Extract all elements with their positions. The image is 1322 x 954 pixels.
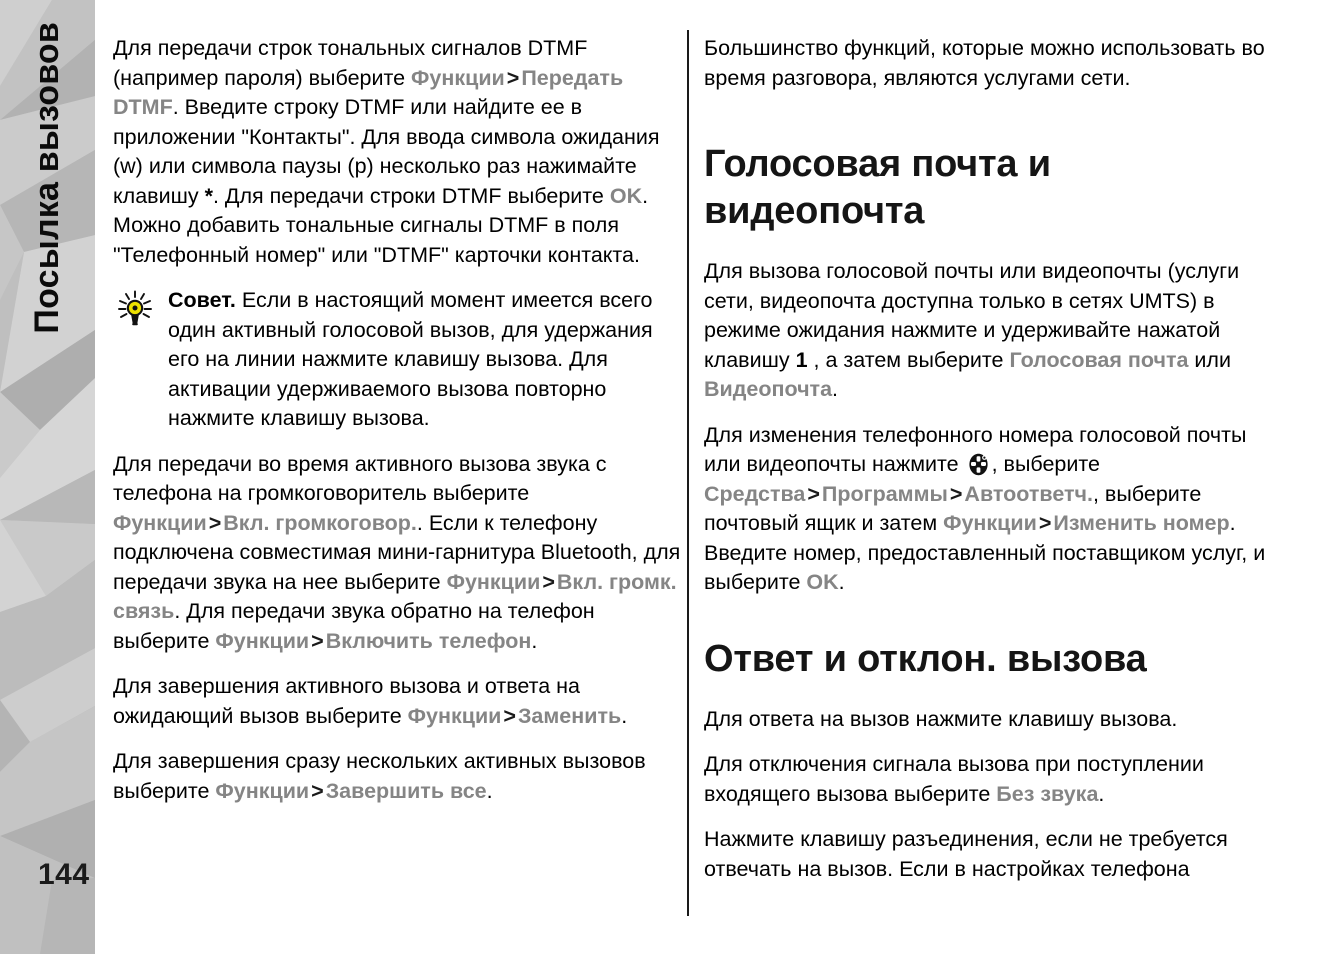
text-run: Для передачи строк тональных сигналов DTMF (например пароля) выберите — [113, 36, 588, 90]
ui-reference-replace: Заменить — [517, 703, 622, 728]
ui-reference-silence: Без звука — [996, 781, 1099, 806]
text-run: , выберите почтовый ящик и затем — [704, 481, 1202, 535]
lightbulb-icon — [115, 290, 155, 326]
ui-reference-applications: Программы — [821, 481, 948, 506]
tip-text — [168, 286, 685, 434]
ui-reference-voice-mailbox: Голосовая почта — [1009, 347, 1189, 372]
paragraph-silence-ringtone — [704, 750, 1276, 809]
text-run: Для изменения телефонного номера голосовой почты или видеопочты нажмите — [704, 422, 1247, 476]
text-run: . — [1098, 781, 1105, 806]
text-run: Для вызова голосовой почты или видеопочты (услуги сети, видеопочта доступна только в сетях UMTS) в режиме ожидания нажмите и удерживайте нажатой клавишу — [704, 259, 1240, 372]
text-run: Если в настоящий момент имеется всего один активный голосовой вызов, для удержания его на линии нажмите клавишу вызова. Для активации удерживаемого вызова повторно нажмите клавишу вызова. — [168, 288, 653, 430]
text-run: . — [486, 778, 493, 803]
menu-key-icon — [968, 453, 989, 476]
separator-gt: > — [807, 481, 820, 506]
ui-reference-functions: Функции — [446, 569, 541, 594]
text-run: . Введите номер, предоставленный поставщиком услуг, и выберите — [704, 511, 1266, 594]
ui-reference-functions: Функции — [215, 628, 310, 653]
paragraph-end-all-calls — [113, 747, 685, 806]
ui-reference-call-mailbox: Автоответч. — [964, 481, 1093, 506]
column-divider — [687, 30, 689, 916]
ui-reference-functions: Функции — [943, 511, 1037, 535]
separator-gt: > — [311, 628, 324, 653]
text-run: . Если к телефону подключена совместимая мини-гарнитура Bluetooth, для передачи звука на нее выберите — [113, 510, 681, 594]
text-run: . — [832, 377, 839, 401]
text-run: . — [531, 628, 538, 653]
ui-reference-functions: Функции — [411, 65, 505, 90]
text-run: . — [621, 703, 628, 728]
separator-gt: > — [208, 510, 222, 535]
text-run: . Можно добавить тональные сигналы DTMF в поля "Телефонный номер" или "DTMF" карточки контакта. — [113, 183, 649, 267]
chapter-sidebar — [0, 0, 95, 954]
ui-reference-activate-loudspeaker: Вкл. громкоговор. — [223, 510, 417, 535]
separator-gt: > — [506, 65, 520, 90]
tip-lead: Совет. — [168, 288, 236, 312]
ui-reference-ok: OK — [806, 570, 839, 594]
paragraph-replace — [113, 672, 685, 731]
ui-reference-end-all-calls: Завершить все — [325, 778, 487, 803]
text-run: Для отключения сигнала вызова при поступлении входящего вызова выберите — [704, 752, 1204, 806]
paragraph-change-mailbox-number — [704, 421, 1276, 598]
text-run: Для ответа на вызов нажмите клавишу вызова. — [704, 706, 1178, 731]
paragraph-dtmf — [113, 34, 685, 270]
ui-reference-tools: Средства — [704, 481, 806, 506]
separator-gt: > — [949, 481, 963, 506]
sidebar-polygon-pattern — [0, 0, 95, 954]
text-run: или — [1188, 347, 1231, 372]
text-run: Для завершения сразу нескольких активных вызовов выберите — [113, 749, 646, 803]
text-run: Для завершения активного вызова и ответа на ожидающий вызов выберите — [113, 674, 581, 728]
heading-voicemail: Голосовая почта и видеопочта — [704, 143, 1051, 232]
text-run: . Для передачи звука обратно на телефон выберите — [113, 599, 595, 653]
text-run: . Введите строку DTMF или найдите ее в приложении "Контакты". Для ввода символа ожидания (w) или символа паузы (p) несколько раз нажимайте клавишу — [113, 95, 660, 208]
text-run: , а затем выберите — [807, 347, 1010, 372]
text-run: Большинство функций, которые можно использовать во время разговора, являются услугами сети. — [704, 36, 1265, 90]
paragraph-answer-call — [704, 705, 1276, 735]
text-run: , выберите — [991, 452, 1100, 476]
ui-reference-video-mailbox: Видеопочта — [704, 377, 833, 401]
ui-reference-send-dtmf: Передать DTMF — [113, 65, 624, 119]
ui-reference-change-number: Изменить номер — [1053, 511, 1230, 535]
separator-gt: > — [311, 778, 324, 803]
ui-reference-ok: OK — [609, 183, 643, 208]
paragraph-network-services — [704, 34, 1276, 93]
paragraph-speaker — [113, 450, 685, 657]
ui-reference-functions: Функции — [215, 778, 310, 803]
text-run: . Для передачи строки DTMF выберите — [212, 183, 610, 208]
ui-reference-functions: Функции — [113, 510, 207, 535]
separator-gt: > — [503, 703, 516, 728]
text-run: . — [838, 570, 845, 594]
right-text-column — [704, 34, 1276, 884]
tip-note — [113, 286, 685, 434]
key-star: * — [204, 183, 213, 208]
text-run: Нажмите клавишу разъединения, если не требуется отвечать на вызов. Если в настройках телефона — [704, 827, 1228, 881]
paragraph-reject-call — [704, 825, 1276, 884]
separator-gt: > — [1038, 511, 1052, 535]
ui-reference-functions: Функции — [407, 703, 502, 728]
ui-reference-activate-phone: Включить телефон — [325, 628, 532, 653]
page-number: 144 — [38, 858, 90, 891]
left-text-column — [113, 34, 685, 806]
chapter-title-text: Посылка вызовов — [28, 22, 66, 334]
ui-reference-activate-handsfree: Вкл. громк. связь — [113, 569, 677, 623]
text-run: Для передачи во время активного вызова звука с телефона на громкоговоритель выберите — [113, 451, 607, 505]
separator-gt: > — [542, 569, 555, 594]
heading-answer-reject: Ответ и отклон. вызова — [704, 637, 1147, 680]
key-one: 1 — [795, 347, 808, 372]
paragraph-call-mailbox — [704, 257, 1276, 405]
